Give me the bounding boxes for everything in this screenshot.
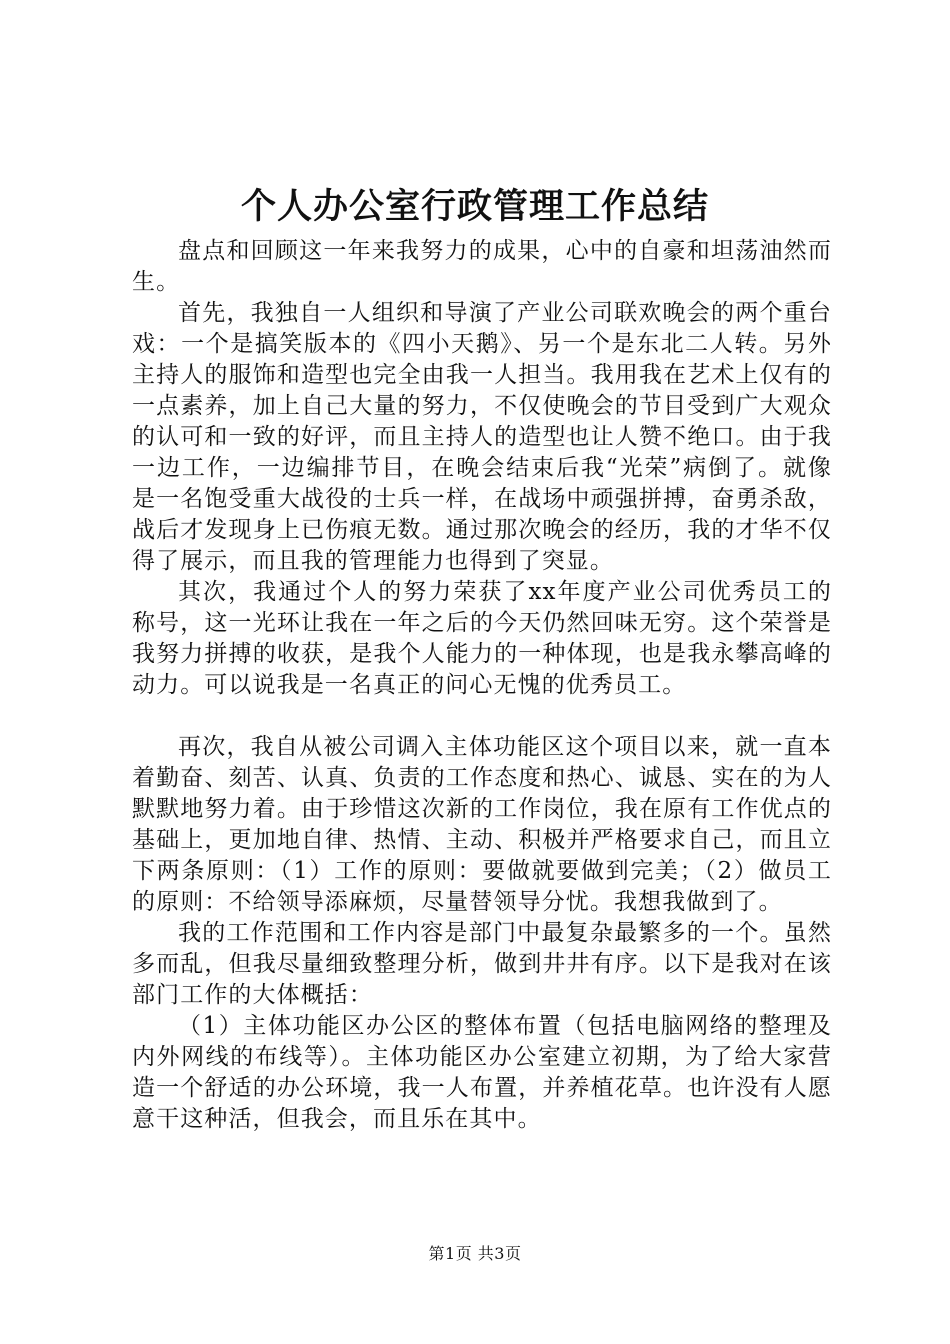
paragraph-item-1: （1）主体功能区办公区的整体布置（包括电脑网络的整理及内外网线的布线等）。主体功能区办公室建立初期，为了给大家营造一个舒适的办公环境，我一人布置，并养植花草。也许没有人愿意干这种活，但我会，而且乐在其中。 — [132, 1013, 832, 1132]
paragraph-second: 其次，我通过个人的努力荣获了xx年度产业公司优秀员工的称号，这一光环让我在一年之后的今天仍然回味无穷。这个荣誉是我努力拼搏的收获，是我个人能力的一种体现，也是我永攀高峰的动力。可以说我是一名真正的问心无愧的优秀员工。 — [132, 579, 832, 698]
document-body — [132, 236, 832, 1135]
paragraph-work-scope: 我的工作范围和工作内容是部门中最复杂最繁多的一个。虽然多而乱，但我尽量细致整理分析，做到井井有序。以下是我对在该部门工作的大体概括： — [132, 920, 832, 1008]
document-title: 个人办公室行政管理工作总结 — [240, 186, 709, 227]
paragraph-third: 再次，我自从被公司调入主体功能区这个项目以来，就一直本着勤奋、刻苦、认真、负责的工作态度和热心、诚恳、实在的为人默默地努力着。由于珍惜这次新的工作岗位，我在原有工作优点的基础上，更加地自律、热情、主动、积极并严格要求自己，而且立下两条原则：（1）工作的原则：要做就要做到完美；（2）做员工的原则：不给领导添麻烦，尽量替领导分忧。我想我做到了。 — [132, 734, 832, 915]
page-number-footer: 第1页 共3页 — [428, 1244, 522, 1263]
paragraph-intro: 盘点和回顾这一年来我努力的成果，心中的自豪和坦荡油然而生。 — [132, 238, 832, 295]
paragraph-first: 首先，我独自一人组织和导演了产业公司联欢晚会的两个重台戏：一个是搞笑版本的《四小天鹅》、另一个是东北二人转。另外主持人的服饰和造型也完全由我一人担当。我用我在艺术上仅有的一点素养，加上自己大量的努力，不仅使晚会的节目受到广大观众的认可和一致的好评，而且主持人的造型也让人赞不绝口。由于我一边工作，一边编排节目，在晚会结束后我“光荣”病倒了。就像是一名饱受重大战役的士兵一样，在战场中顽强拼搏，奋勇杀敌，战后才发现身上已伤痕无数。通过那次晚会的经历，我的才华不仅得了展示，而且我的管理能力也得到了突显。 — [132, 300, 832, 574]
